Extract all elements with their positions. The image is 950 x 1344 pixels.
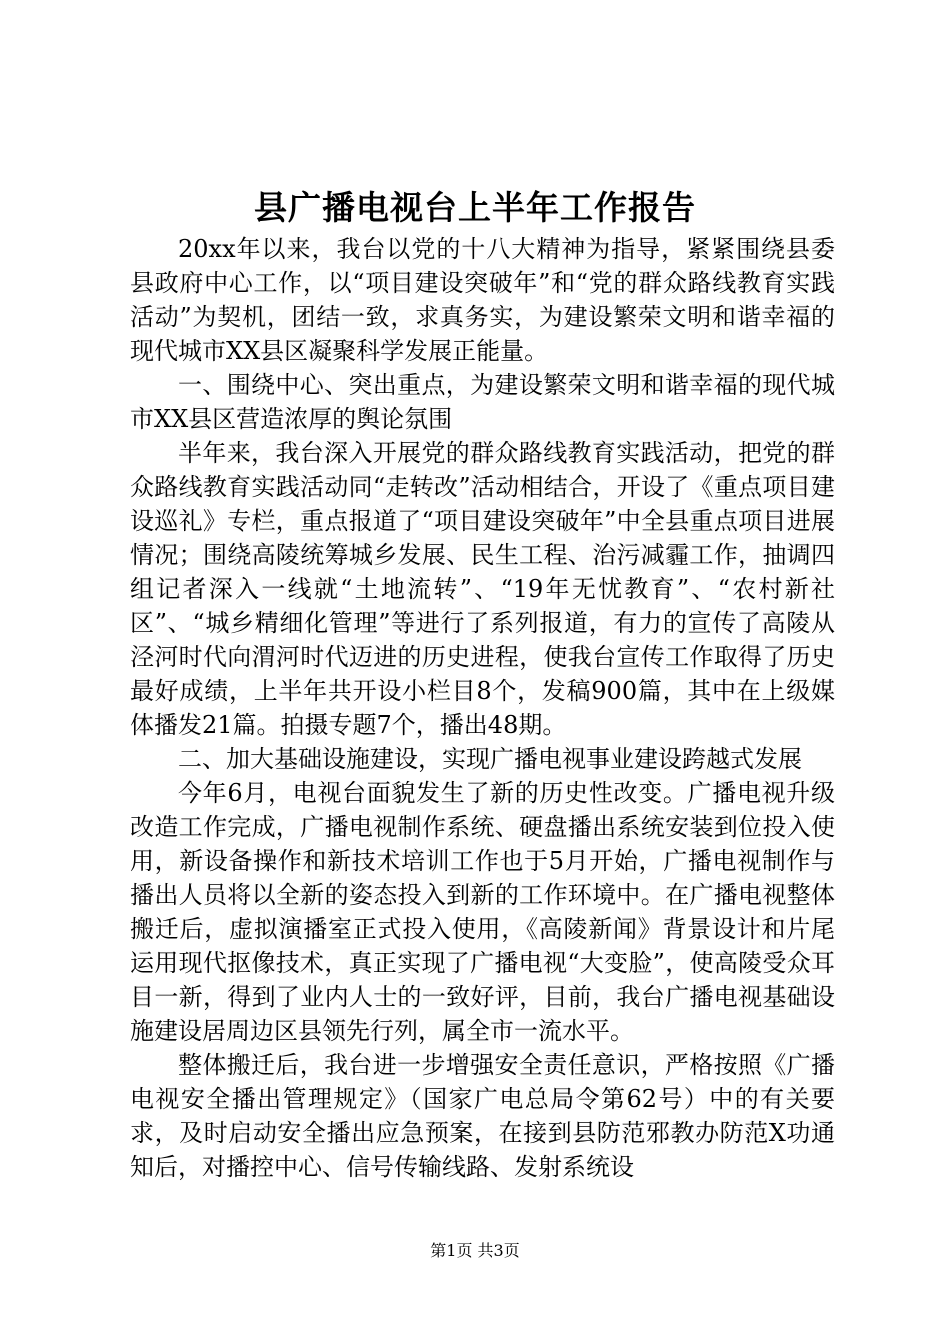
paragraph-safety: 整体搬迁后，我台进一步增强安全责任意识，严格按照《广播电视安全播出管理规定》（国家广电总局令第62号）中的有关要求，及时启动安全播出应急预案，在接到县防范邪教办防范X功通知后，对播控中心、信号传输线路、发射系统设 — [130, 1051, 835, 1181]
document-title: 县广播电视台上半年工作报告 — [254, 188, 696, 227]
section-heading-1: 一、围绕中心、突出重点，为建设繁荣文明和谐幸福的现代城市XX县区营造浓厚的舆论氛围 — [130, 371, 835, 433]
paragraph-section-1: 半年来，我台深入开展党的群众路线教育实践活动，把党的群众路线教育实践活动同“走转改”活动相结合，开设了《重点项目建设巡礼》专栏，重点报道了“项目建设突破年”中全县重点项目进展情况；围绕高陵统筹城乡发展、民生工程、治污减霾工作，抽调四组记者深入一线就“土地流转”、“19年无忧教育”、“农村新社区”、“城乡精细化管理”等进行了系列报道，有力的宣传了高陵从泾河时代向渭河时代迈进的历史进程，使我台宣传工作取得了历史最好成绩，上半年共开设小栏目8个，发稿900篇，其中在上级媒体播发21篇。拍摄专题7个，播出48期。 — [130, 439, 835, 739]
paragraph-intro: 20xx年以来，我台以党的十八大精神为指导，紧紧围绕县委县政府中心工作，以“项目建设突破年”和“党的群众路线教育实践活动”为契机，团结一致，求真务实，为建设繁荣文明和谐幸福的现代城市XX县区凝聚科学发展正能量。 — [130, 235, 835, 365]
document-body — [130, 232, 835, 1184]
paragraph-section-2: 今年6月，电视台面貌发生了新的历史性改变。广播电视升级改造工作完成，广播电视制作系统、硬盘播出系统安装到位投入使用，新设备操作和新技术培训工作也于5月开始，广播电视制作与播出人员将以全新的姿态投入到新的工作环境中。在广播电视整体搬迁后，虚拟演播室正式投入使用，《高陵新闻》背景设计和片尾运用现代抠像技术，真正实现了广播电视“大变脸”，使高陵受众耳目一新，得到了业内人士的一致好评，目前，我台广播电视基础设施建设居周边区县领先行列，属全市一流水平。 — [130, 779, 835, 1045]
section-heading-2: 二、加大基础设施建设，实现广播电视事业建设跨越式发展 — [178, 745, 802, 773]
page-footer: 第1页 共3页 — [430, 1241, 520, 1260]
